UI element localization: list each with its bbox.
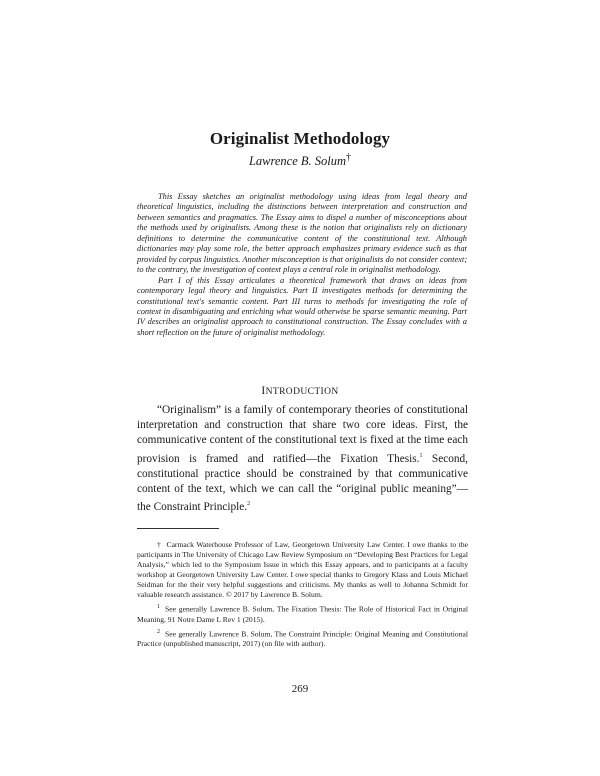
section-heading	[0, 385, 600, 397]
author-footnote-mark: †	[346, 152, 352, 163]
body-text-part-1: “Originalism” is a family of contemporary theories of constitutional interpretation and construction that share two core ideas. First, the communicative content of the constitutional text is fixed at the time each provision is framed and ratified—the Fixation Thesis.	[137, 404, 468, 465]
footnote-text: See generally Lawrence B. Solum, The Constraint Principle: Original Meaning and Constitutional Practice (unpublished manuscript, 2017) (on file with author).	[137, 629, 468, 649]
section-heading-rest: NTRODUCTION	[265, 387, 339, 397]
body-text	[137, 403, 468, 515]
abstract-paragraph-2: Part I of this Essay articulates a theoretical framework that draws on ideas from contemporary legal theory and linguistics. Part II investigates methods for determining the constitutional text's semantic content. Part III turns to methods for investigating the role of context in disambiguating and enriching what would otherwise be sparse semantic meaning. Part IV describes an originalist approach to constitutional construction. The Essay concludes with a short reflection on the future of originalist methodology.	[137, 275, 467, 337]
footnote-text: Carmack Waterhouse Professor of Law, Georgetown University Law Center. I owe thanks to the participants in The University of Chicago Law Review Symposium on “Developing Best Practices for Legal Analysis,” which led to the Symposium Issue in which this Essay appears, and to participants at a faculty workshop at Georgetown University Law Center. I owe special thanks to Gregory Klass and Louis Michael Seidman for the their very helpful suggestions and criticisms. My thanks as well to Johanna Schmidt for valuable research assistance. © 2017 by Lawrence B. Solum.	[137, 540, 468, 599]
abstract	[137, 192, 467, 338]
footnote-mark: 2	[157, 628, 160, 635]
author-line	[0, 152, 600, 169]
footnote-ref-2: 2	[247, 500, 251, 507]
footnote-divider	[137, 528, 219, 529]
footnote-mark: 1	[157, 604, 160, 610]
footnote	[137, 627, 468, 650]
section-heading-initial: I	[261, 385, 266, 397]
article-title: Originalist Methodology	[209, 129, 391, 148]
footnotes	[137, 540, 468, 651]
footnote-text: See generally Lawrence B. Solum, The Fixation Thesis: The Role of Historical Fact in Original Meaning, 91 Notre Dame L Rev 1 (2015).	[137, 604, 468, 624]
body-paragraph	[137, 403, 468, 515]
footnote	[137, 602, 468, 625]
abstract-paragraph-1: This Essay sketches an originalist methodology using ideas from legal theory and theoretical linguistics, including the distinctions between interpretation and construction and between semantics and pragmatics. The Essay aims to dispel a number of misconceptions about the methods used by originalists. Among these is the notion that originalists rely on dictionary definitions to determine the communicative content of the constitutional text. Although dictionaries may play some role, the better approach emphasizes primary evidence such as that provided by corpus linguistics. Another misconception is that originalists do not consider context; to the contrary, the investigation of context plays a central role in originalist methodology.	[137, 192, 467, 275]
body-text-part-2: Second, constitutional practice should be constrained by that communicative content of the text, which we can call the “original public meaning”—the Constraint Principle.	[137, 452, 468, 513]
page-number: 269	[291, 683, 309, 695]
footnote-mark: †	[157, 540, 162, 549]
footnote-ref-1: 1	[419, 452, 423, 459]
author-name: Lawrence B. Solum	[248, 154, 347, 169]
footnote	[137, 540, 468, 600]
